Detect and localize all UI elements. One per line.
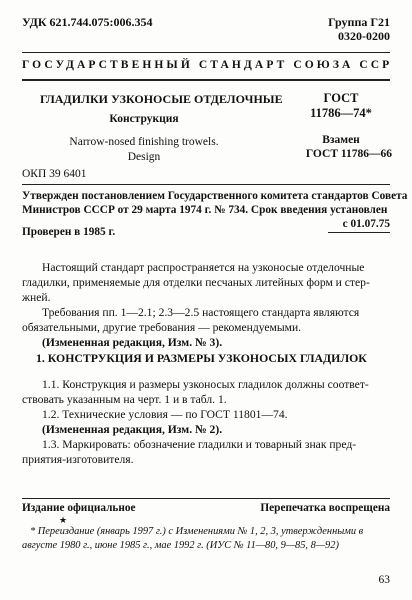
section-1-heading: 1. КОНСТРУКЦИЯ И РАЗМЕРЫ УЗКОНОСЫХ ГЛАДИЛОК <box>36 351 367 365</box>
gost-number: 11786—74* <box>310 106 372 120</box>
page-number: 63 <box>378 574 390 586</box>
udk-code: УДК 621.744.075:006.354 <box>22 15 153 29</box>
intro-line-2: гладилки, применяемые для отделки песчаных литейных форм и стер- <box>22 276 370 289</box>
intro-line-3: жней. <box>22 291 51 304</box>
document-subtitle: Конструкция <box>109 113 179 125</box>
classification-code: 0320-0200 <box>338 29 390 43</box>
reissue-note-line-1: * Переиздание (январь 1997 г.) с Изменениями № 1, 2, 3, утвержденными в <box>30 526 364 537</box>
gost-label: ГОСТ <box>323 91 359 105</box>
clause-1-2: 1.2. Технические условия — по ГОСТ 11801—74. <box>42 408 288 421</box>
clause-1-1-line-1: 1.1. Конструкция и размеры узконосых гладилок должны соответ- <box>42 378 369 391</box>
checked-year: Проверен в 1985 г. <box>22 226 116 238</box>
document-title: ГЛАДИЛКИ УЗКОНОСЫЕ ОТДЕЛОЧНЫЕ <box>40 92 283 106</box>
english-title: Narrow-nosed finishing trowels. <box>69 136 219 148</box>
footer-rule <box>22 498 390 499</box>
clause-1-1-line-2: ствовать указанным на черт. 1 и в табл. 1. <box>22 393 227 406</box>
intro-line-1: Настоящий стандарт распространяется на узконосые отделочные <box>42 261 365 274</box>
requirements-line-1: Требования пп. 1—2.1; 2.3—2.5 настоящего стандарта являются <box>42 306 360 319</box>
replaces-label: Взамен <box>322 134 360 146</box>
clause-1-3-line-2: приятия-изготовителя. <box>22 453 134 466</box>
effective-date-underline <box>328 232 390 233</box>
group-label: Группа Г21 <box>328 15 390 29</box>
intro-paragraph <box>22 260 392 350</box>
banner-rule <box>22 79 390 81</box>
approval-line-2: Министров СССР от 29 марта 1974 г. № 734. Срок введения установлен <box>22 204 388 216</box>
replaces-number: ГОСТ 11786—66 <box>305 148 392 160</box>
amendment-note-2: (Измененная редакция, Изм. № 2). <box>42 423 223 436</box>
english-subtitle: Design <box>127 151 161 163</box>
amendment-note-3: (Измененная редакция, Изм. № 3). <box>42 336 223 349</box>
effective-date: с 01.07.75 <box>342 218 390 230</box>
title-rule <box>22 184 390 185</box>
reissue-note-line-2: августе 1980 г., июне 1985 г., мае 1992 г. (ИУС № 11—80, 9—85, 8—92) <box>22 540 339 551</box>
state-standard-banner: ГОСУДАРСТВЕННЫЙ СТАНДАРТ СОЮЗА ССР <box>22 59 393 71</box>
approval-line-1: Утвержден постановлением Государственного комитета стандартов Совета <box>22 190 408 202</box>
section-1-body <box>22 377 392 467</box>
star-mark: ★ <box>59 515 68 525</box>
official-edition: Издание официальное <box>22 502 136 514</box>
requirements-line-2: обязательными, другие требования — рекомендуемыми. <box>22 321 302 334</box>
clause-1-3-line-1: 1.3. Маркировать: обозначение гладилки и товарный знак пред- <box>42 438 357 451</box>
reprint-prohibited: Перепечатка воспрещена <box>260 502 390 514</box>
okp-code: ОКП 39 6401 <box>22 168 87 180</box>
top-rule <box>22 52 390 53</box>
